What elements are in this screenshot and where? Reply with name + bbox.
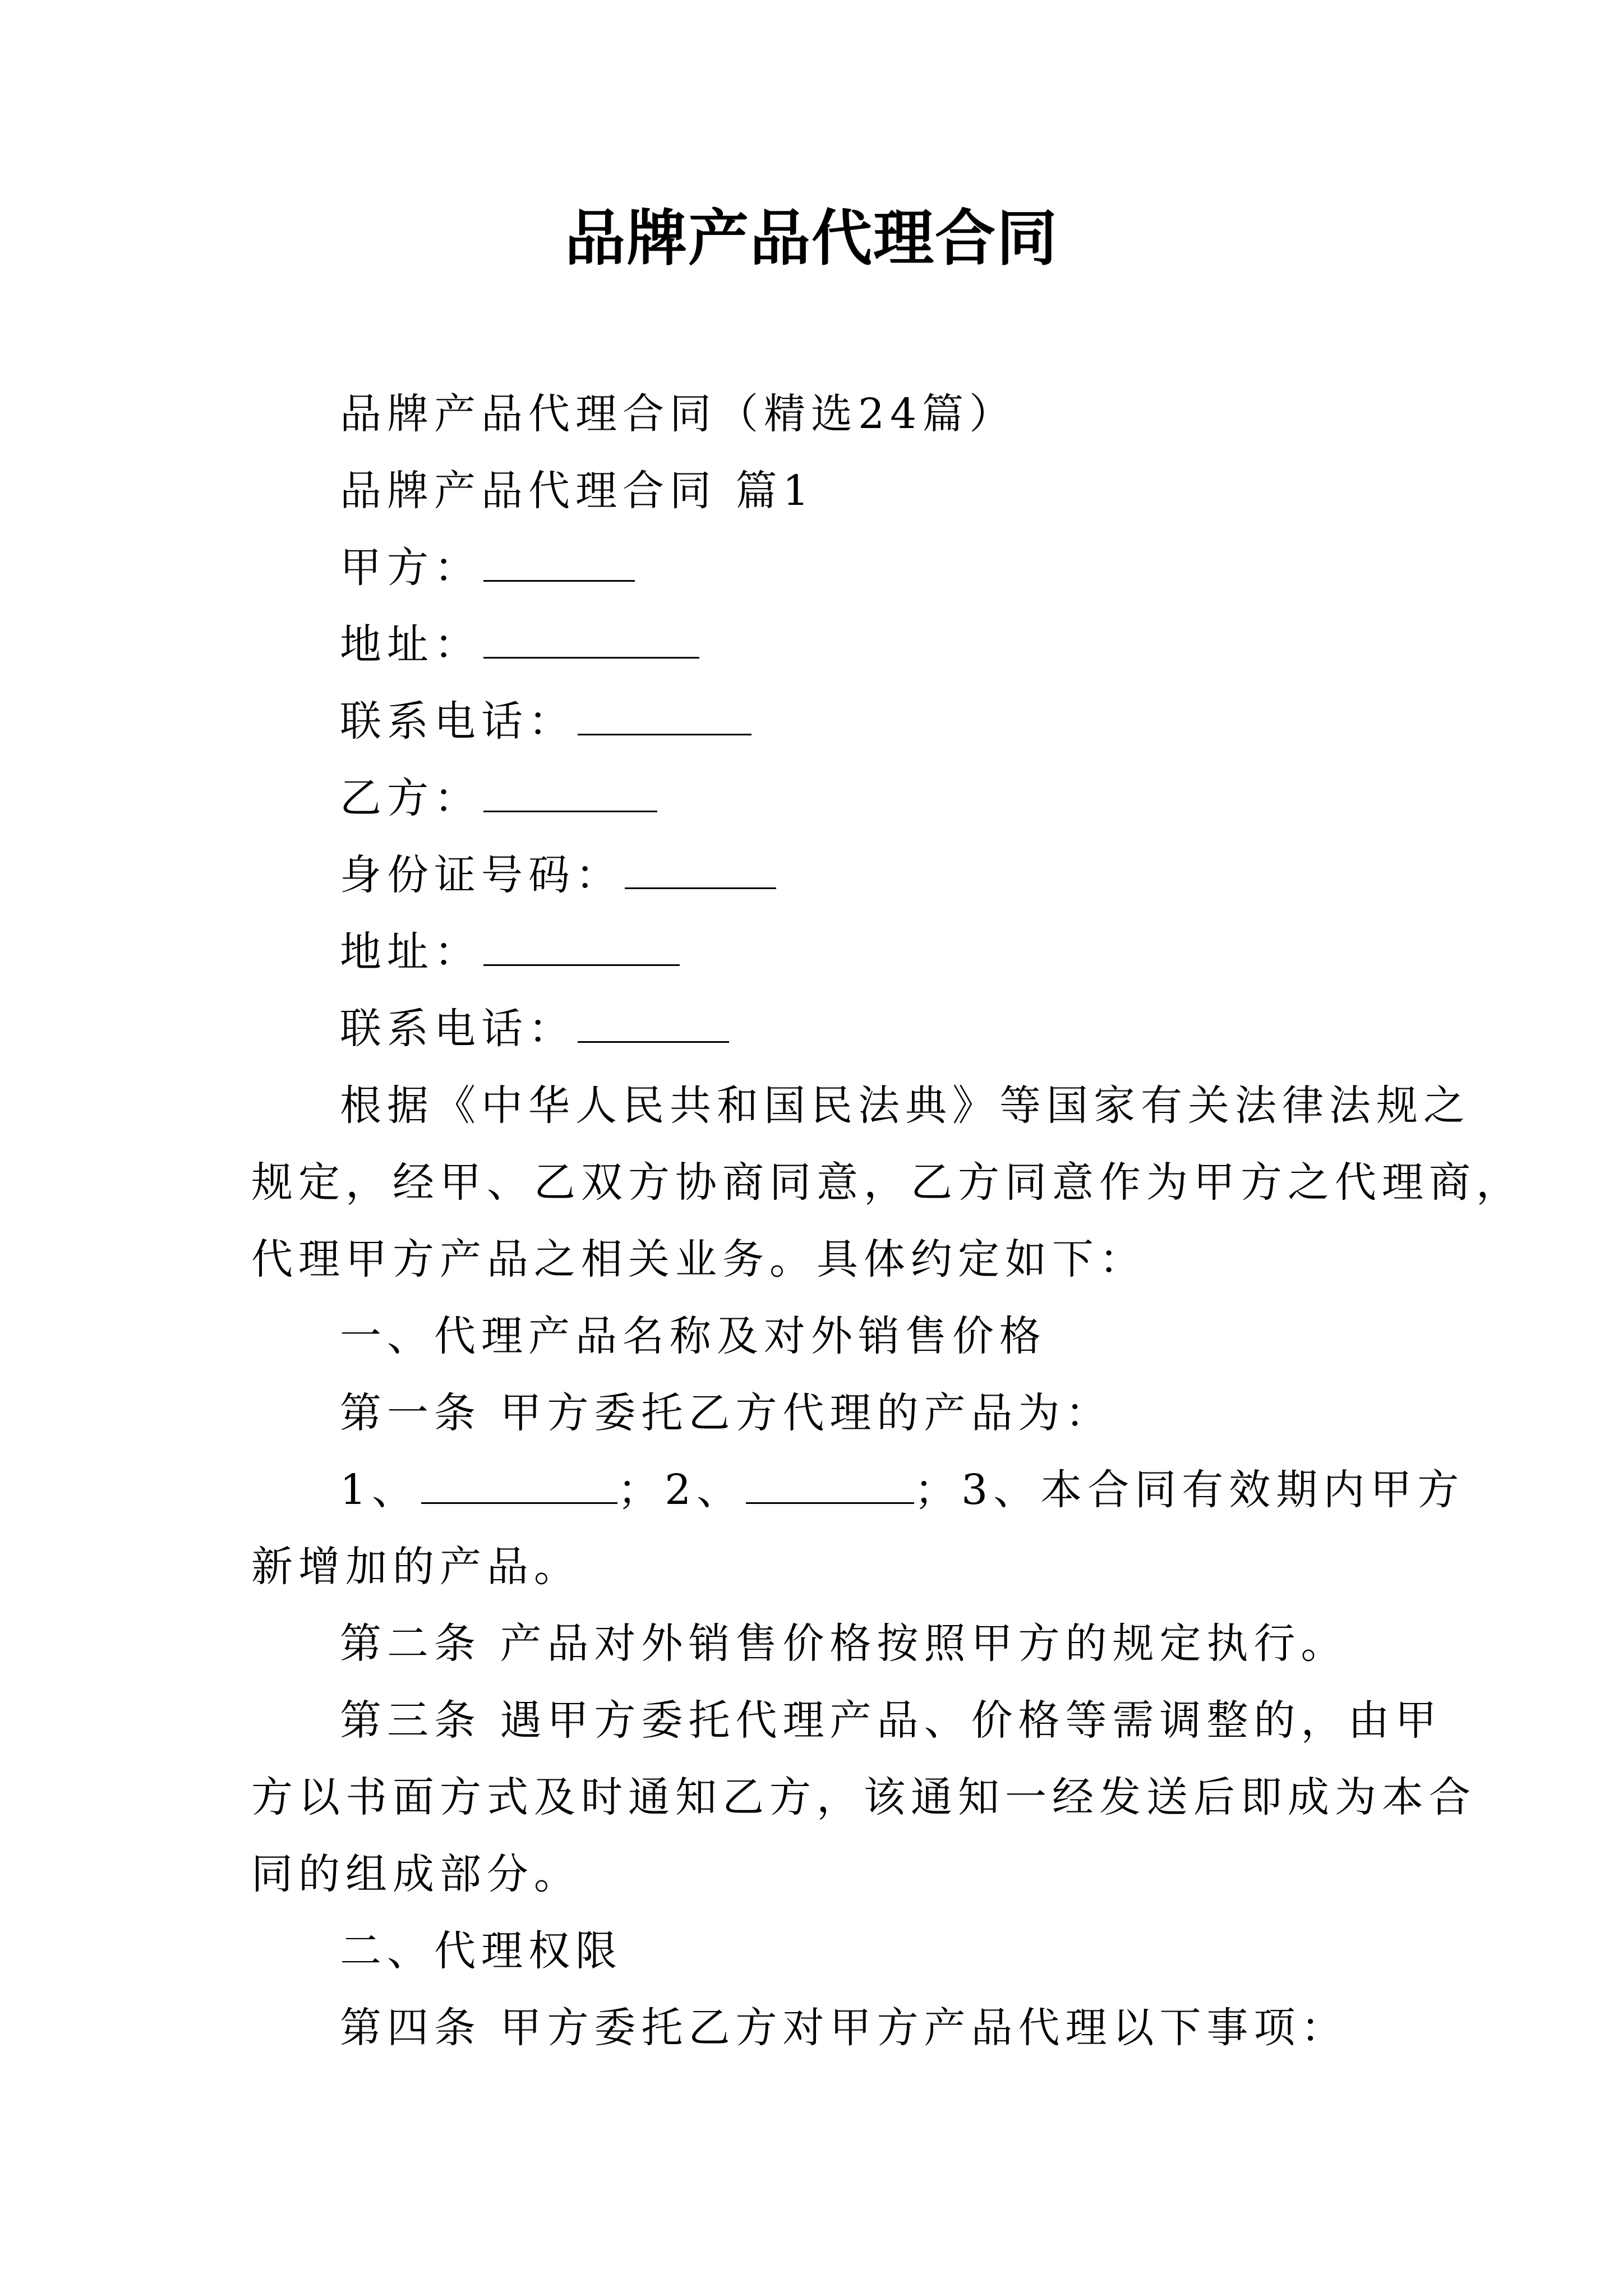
party-b-id-label: 身份证号码： xyxy=(340,851,623,899)
paragraph-line xyxy=(251,1221,1383,1298)
paragraph-text: 新增加的产品。 xyxy=(251,1543,581,1591)
section-heading-text: 二、代理权限 xyxy=(340,1927,623,1975)
party-b-line xyxy=(251,760,1383,837)
article-line xyxy=(251,1682,1442,1759)
section-heading-line xyxy=(251,453,1383,530)
article-text: 第一条 甲方委托乙方代理的产品为： xyxy=(340,1389,1113,1437)
paragraph-text: 同的组成部分。 xyxy=(251,1850,581,1898)
paragraph-line xyxy=(251,1759,1476,1836)
paragraph-text: 代理甲方产品之相关业务。具体约定如下： xyxy=(251,1235,1146,1283)
party-a-label: 甲方： xyxy=(340,544,481,592)
paragraph-text: 规定，经甲、乙双方协商同意，乙方同意作为甲方之代理商， xyxy=(251,1158,1523,1207)
product-1-blank xyxy=(421,1467,617,1504)
section-heading-text: 一、代理产品名称及对外销售价格 xyxy=(340,1312,1046,1360)
paragraph-text: 根据《中华人民共和国民法典》等国家有关法律法规之 xyxy=(340,1082,1470,1130)
article-text: 第四条 甲方委托乙方对甲方产品代理以下事项： xyxy=(340,2004,1348,2052)
paragraph-text: 方以书面方式及时通知乙方，该通知一经发送后即成为本合 xyxy=(251,1773,1476,1821)
party-a-address-blank xyxy=(483,622,699,659)
product-2-label: ；2、 xyxy=(617,1466,744,1514)
subtitle-text: 品牌产品代理合同（精选24篇） xyxy=(340,390,1017,438)
party-a-blank xyxy=(483,545,635,582)
party-b-address-blank xyxy=(483,930,680,966)
article-line xyxy=(251,1375,1383,1452)
party-b-phone-blank xyxy=(578,1006,729,1043)
party-a-line xyxy=(251,530,1383,606)
product-3-text: ；3、本合同有效期内甲方 xyxy=(914,1466,1465,1514)
party-a-phone-label: 联系电话： xyxy=(340,697,575,746)
product-2-blank xyxy=(746,1467,914,1504)
section-heading-line xyxy=(251,1298,1383,1375)
article-line xyxy=(251,1990,1383,2067)
product-list-line xyxy=(251,1452,1465,1529)
document-title: 品牌产品代理合同 xyxy=(564,203,1058,274)
paragraph-line xyxy=(251,1144,1523,1221)
party-b-id-line xyxy=(251,837,1383,914)
product-1-label: 1、 xyxy=(340,1466,419,1514)
party-b-address-label: 地址： xyxy=(340,928,481,976)
section-heading-text: 品牌产品代理合同 篇1 xyxy=(340,467,815,515)
subtitle-line xyxy=(251,376,1383,453)
party-a-address-line xyxy=(251,606,1383,683)
document-body xyxy=(251,376,1523,2067)
party-a-phone-blank xyxy=(578,699,751,735)
party-b-phone-label: 联系电话： xyxy=(340,1005,575,1053)
section-heading-line xyxy=(251,1913,1383,1990)
article-text: 第三条 遇甲方委托代理产品、价格等需调整的，由甲 xyxy=(340,1696,1442,1745)
party-b-id-blank xyxy=(625,853,776,889)
paragraph-line xyxy=(251,1836,1383,1913)
party-a-address-label: 地址： xyxy=(340,620,481,669)
paragraph-line xyxy=(251,1529,1383,1605)
party-b-blank xyxy=(483,776,657,812)
paragraph-line xyxy=(251,1068,1470,1144)
party-a-phone-line xyxy=(251,683,1383,760)
party-b-phone-line xyxy=(251,991,1383,1068)
article-line xyxy=(251,1605,1383,1682)
party-b-address-line xyxy=(251,914,1383,991)
party-b-label: 乙方： xyxy=(340,774,481,822)
article-text: 第二条 产品对外销售价格按照甲方的规定执行。 xyxy=(340,1619,1348,1668)
